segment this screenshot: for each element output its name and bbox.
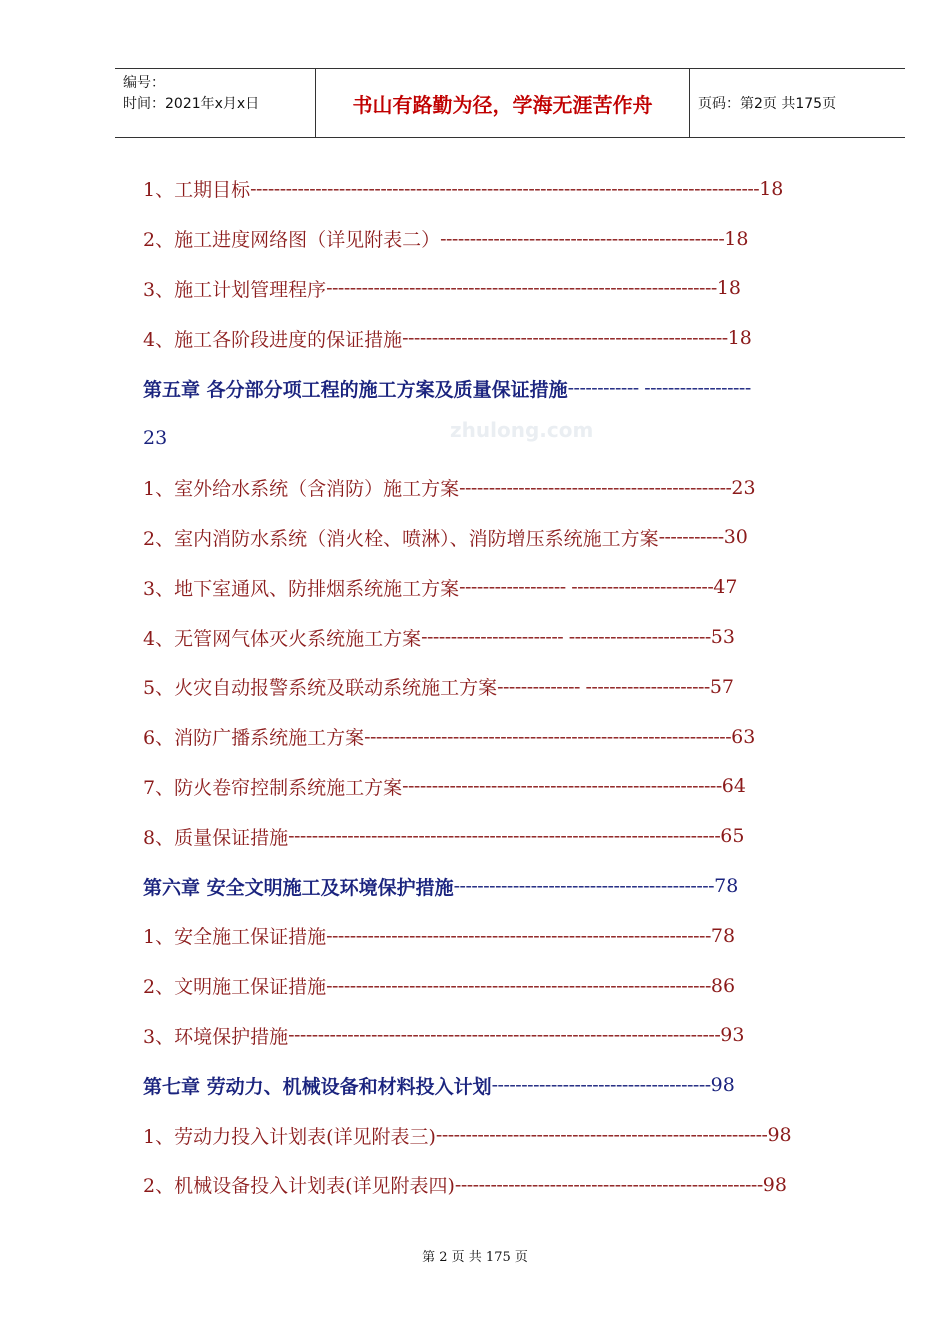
toc-label: 5、火灾自动报警系统及联动系统施工方案 — [143, 677, 498, 700]
toc-chapter[interactable] — [143, 363, 883, 413]
toc-leader: ------------------------ ------------------------ — [421, 626, 711, 649]
toc-item[interactable] — [143, 712, 883, 762]
toc-leader: ------------------------------------------------------ — [402, 775, 722, 798]
toc-leader: ------------ ------------------ — [567, 377, 751, 400]
toc-label: 2、施工进度网络图（详见附表二） — [143, 229, 441, 252]
toc-page-number: 93 — [720, 1024, 745, 1047]
toc-label: 2、文明施工保证措施 — [143, 976, 327, 999]
toc-page-number: 18 — [724, 227, 749, 250]
toc-leader: ------------------------------------------------------------------ — [326, 277, 717, 300]
toc-label: 3、地下室通风、防排烟系统施工方案 — [143, 577, 460, 600]
toc-page-number: 65 — [720, 825, 745, 848]
toc-chapter[interactable] — [143, 413, 883, 463]
number-label: 编号： — [123, 75, 165, 91]
toc-page-number: 98 — [710, 1074, 735, 1097]
toc-item[interactable] — [143, 811, 883, 861]
toc-label: 4、施工各阶段进度的保证措施 — [143, 328, 403, 351]
toc-label: 2、室内消防水系统（消火栓、喷淋）、消防增压系统施工方案 — [143, 527, 659, 550]
toc-label: 8、质量保证措施 — [143, 826, 289, 849]
toc-leader: ----------------------------------------------------------------- — [326, 924, 711, 947]
time-label: 时间：2021年x月x日 — [123, 96, 260, 112]
toc-item[interactable] — [143, 513, 883, 563]
toc-leader: ------------------------------------------------ — [440, 227, 725, 250]
toc-item[interactable] — [143, 313, 883, 363]
toc-leader: ----------- — [658, 526, 724, 549]
toc-page-number: 64 — [721, 775, 746, 798]
toc-page-number: 57 — [709, 675, 735, 698]
toc-page-number: 98 — [762, 1173, 787, 1196]
toc-item[interactable] — [143, 1011, 883, 1061]
toc-label: 第六章 安全文明施工及环境保护措施 — [143, 876, 454, 899]
toc-label: 1、工期目标 — [143, 179, 251, 202]
watermark: zhulong.com — [450, 418, 594, 442]
toc-leader: -------------------------------------------------------------- — [364, 725, 732, 748]
toc-leader: -------------------------------------------------------------------------------------- — [250, 177, 760, 200]
toc-page-number: 18 — [727, 327, 752, 350]
toc-item[interactable] — [143, 562, 883, 612]
toc-item[interactable] — [143, 164, 883, 214]
toc-item[interactable] — [143, 1160, 883, 1210]
toc-chapter[interactable] — [143, 861, 883, 911]
toc-page-number: 30 — [723, 526, 748, 549]
toc-page-number: 78 — [710, 924, 736, 947]
toc-label: 1、劳动力投入计划表(详见附表三) — [143, 1125, 436, 1148]
toc-page-number: 63 — [731, 725, 756, 748]
toc-label: 4、无管网气体灭火系统施工方案 — [143, 627, 422, 650]
toc-item[interactable] — [143, 961, 883, 1011]
header-page-info: 页码：第2页 共175页 — [698, 96, 837, 112]
toc-label: 3、施工计划管理程序 — [143, 278, 327, 301]
toc-page-number: 98 — [767, 1124, 792, 1147]
toc-label: 1、安全施工保证措施 — [143, 926, 327, 949]
toc-item[interactable] — [143, 612, 883, 662]
toc-leader: ------------------------------------- — [491, 1074, 711, 1097]
header-motto: 书山有路勤为径，学海无涯苦作舟 — [315, 69, 690, 137]
page-footer: 第 2 页 共 175 页 — [422, 1250, 528, 1265]
toc-leader: ----------------------------------------------------------------- — [326, 974, 711, 997]
toc-label: 3、环境保护措施 — [143, 1025, 289, 1048]
toc-leader: ------------------ ------------------------ — [459, 576, 714, 599]
toc-page-number: 18 — [759, 177, 784, 200]
toc-item[interactable] — [143, 762, 883, 812]
toc-item[interactable] — [143, 264, 883, 314]
toc-leader: ------------------------------------------------------------------------- — [288, 825, 721, 848]
toc-leader: -------------------------------------------------------- — [435, 1124, 768, 1147]
toc-leader: ---------------------------------------------------- — [454, 1173, 763, 1196]
toc-item[interactable] — [143, 911, 883, 961]
header-meta — [115, 69, 315, 137]
page-header — [115, 68, 905, 138]
toc-page-number: 53 — [710, 626, 735, 649]
toc-item[interactable] — [143, 662, 883, 712]
toc-chapter[interactable] — [143, 1060, 883, 1110]
toc-label: 6、消防广播系统施工方案 — [143, 727, 365, 750]
toc-item[interactable] — [143, 463, 883, 513]
toc-leader: -------------------------------------------- — [453, 875, 715, 898]
toc-page-number: 23 — [731, 476, 756, 499]
toc-leader: ------------------------------------------------------- — [402, 327, 728, 350]
toc-leader: ---------------------------------------------- — [459, 476, 732, 499]
toc-page-number: 18 — [716, 277, 741, 300]
toc-page-number: 78 — [714, 875, 739, 898]
toc-item[interactable] — [143, 214, 883, 264]
toc-label: 7、防火卷帘控制系统施工方案 — [143, 776, 403, 799]
toc-label: 1、室外给水系统（含消防）施工方案 — [143, 478, 460, 501]
toc-label: 第七章 劳动力、机械设备和材料投入计划 — [143, 1075, 492, 1098]
toc-page-number: 47 — [713, 576, 738, 599]
toc-item[interactable] — [143, 1110, 883, 1160]
table-of-contents — [143, 164, 883, 1210]
toc-label: 2、机械设备投入计划表(详见附表四) — [143, 1175, 455, 1198]
toc-page-number: 23 — [143, 426, 168, 449]
toc-page-number: 86 — [710, 974, 736, 997]
toc-leader: -------------- --------------------- — [497, 675, 710, 698]
toc-leader: ------------------------------------------------------------------------- — [288, 1024, 721, 1047]
toc-label: 第五章 各分部分项工程的施工方案及质量保证措施 — [143, 378, 568, 401]
